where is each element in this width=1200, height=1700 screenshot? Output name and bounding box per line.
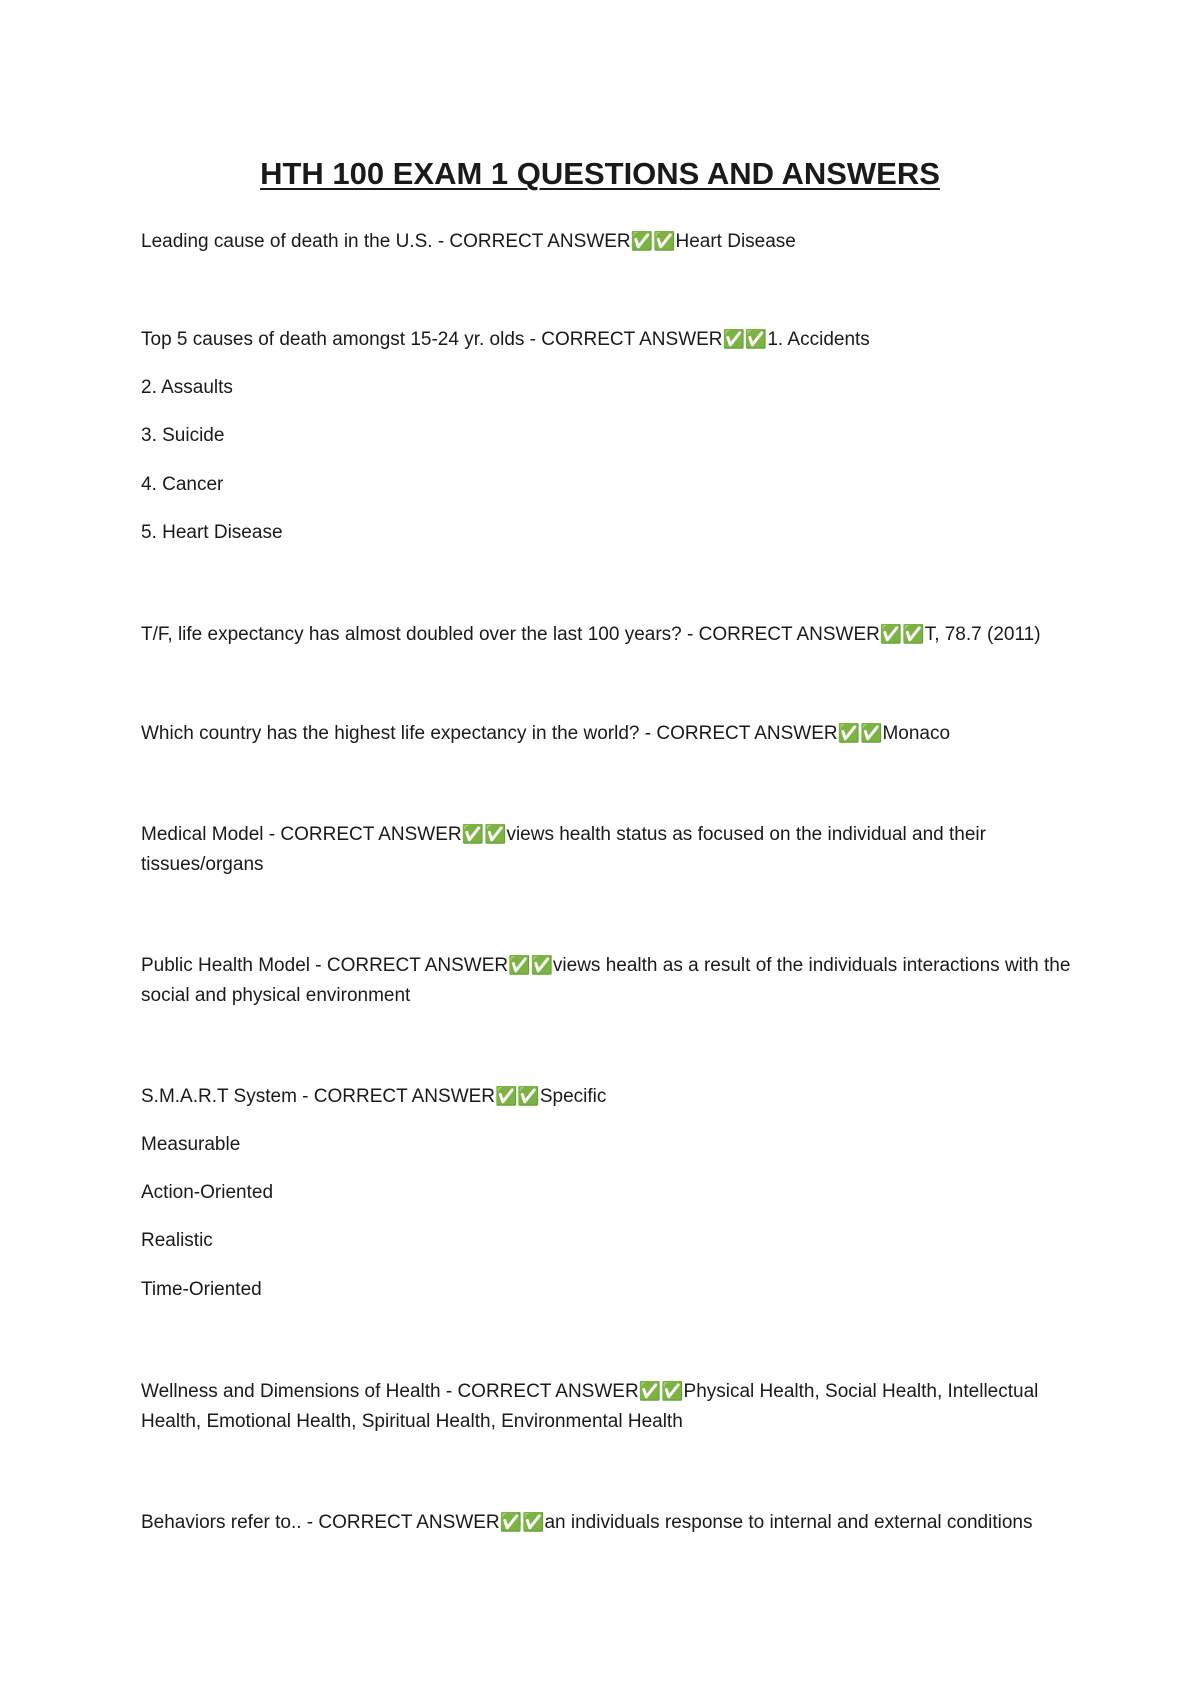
qa-item-8 <box>141 1376 1081 1437</box>
qa-item-6 <box>141 950 1081 1011</box>
answer-continuation-line: 2. Assaults <box>141 377 233 398</box>
answer-text: Specific <box>539 1086 607 1107</box>
question-text: Medical Model <box>141 824 264 845</box>
answer-marker: - CORRECT ANSWER <box>432 231 631 252</box>
answer-continuation-line: 4. Cancer <box>141 474 224 495</box>
answer-continuation-line: Time-Oriented <box>141 1279 262 1300</box>
answer-marker: - CORRECT ANSWER <box>524 329 723 350</box>
question-text: Which country has the highest life expectancy in the world? <box>141 723 640 744</box>
answer-text: views health as a result of the individuals interactions with the social and physical environment <box>141 955 1071 1006</box>
qa-item-4 <box>141 718 1081 749</box>
answer-text: an individuals response to internal and external conditions <box>544 1512 1033 1533</box>
answer-continuation-line: Measurable <box>141 1134 241 1155</box>
question-text: Behaviors refer to.. <box>141 1512 302 1533</box>
document-title: HTH 100 EXAM 1 QUESTIONS AND ANSWERS <box>260 156 940 191</box>
answer-continuation-line: Action-Oriented <box>141 1182 274 1203</box>
check-icon: ✅✅ <box>837 723 883 743</box>
qa-item-9 <box>141 1507 1081 1538</box>
check-icon: ✅✅ <box>508 955 553 975</box>
question-text: S.M.A.R.T System <box>141 1086 297 1107</box>
question-text: Public Health Model <box>141 955 310 976</box>
answer-marker: - CORRECT ANSWER <box>440 1381 639 1402</box>
qa-item-5 <box>141 819 1081 880</box>
answer-marker: - CORRECT ANSWER <box>263 824 462 845</box>
answer-continuation-line: 3. Suicide <box>141 425 225 446</box>
answer-marker: - CORRECT ANSWER <box>301 1512 500 1533</box>
check-icon: ✅✅ <box>499 1512 545 1532</box>
answer-text: views health status as focused on the individual and their tissues/organs <box>141 824 986 875</box>
answer-continuation-line: 5. Heart Disease <box>141 522 283 543</box>
answer-text: 1. Accidents <box>767 329 870 350</box>
check-icon: ✅✅ <box>722 329 768 349</box>
check-icon: ✅✅ <box>630 231 676 251</box>
answer-marker: - CORRECT ANSWER <box>296 1086 496 1107</box>
answer-text: T, 78.7 (2011) <box>924 624 1041 645</box>
question-text: Leading cause of death in the U.S. <box>141 231 433 252</box>
qa-item-7 <box>141 1081 1081 1112</box>
answer-continuation-line: Realistic <box>141 1230 213 1251</box>
answer-text: Heart Disease <box>675 231 796 252</box>
answer-marker: - CORRECT ANSWER <box>681 624 880 645</box>
check-icon: ✅✅ <box>495 1086 540 1106</box>
qa-item-2 <box>141 324 1081 355</box>
qa-item-3 <box>141 619 1081 650</box>
qa-item-1 <box>141 226 1081 257</box>
check-icon: ✅✅ <box>638 1381 684 1401</box>
answer-marker: - CORRECT ANSWER <box>309 955 509 976</box>
answer-text: Monaco <box>882 723 951 744</box>
check-icon: ✅✅ <box>879 624 925 644</box>
question-text: Top 5 causes of death amongst 15-24 yr. olds <box>141 329 525 350</box>
question-text: Wellness and Dimensions of Health <box>141 1381 441 1402</box>
question-text: T/F, life expectancy has almost doubled over the last 100 years? <box>141 624 682 645</box>
check-icon: ✅✅ <box>461 824 507 844</box>
answer-text: Physical Health, Social Health, Intellectual Health, Emotional Health, Spiritual Health, Environmental Health <box>141 1381 1039 1432</box>
answer-marker: - CORRECT ANSWER <box>639 723 838 744</box>
